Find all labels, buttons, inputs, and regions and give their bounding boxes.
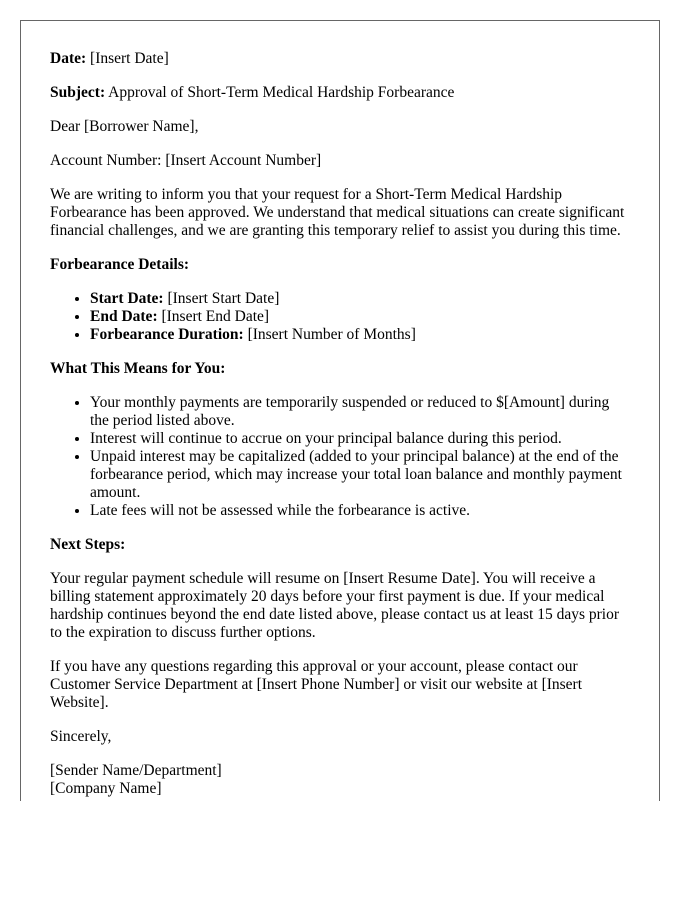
- details-item-value: [Insert Start Date]: [167, 290, 280, 307]
- details-item-start-date: [90, 290, 631, 308]
- questions-paragraph: If you have any questions regarding this approval or your account, please contact our Customer Service Department at [Insert Phone Number] or visit our website at [Insert Website].: [50, 658, 583, 711]
- details-item-value: [Insert Number of Months]: [247, 326, 416, 343]
- meaning-item: • Your monthly payments are temporarily suspended or reduced to $[Amount] during the period listed above.: [90, 394, 631, 430]
- subject-value: Approval of Short-Term Medical Hardship Forbearance: [108, 84, 455, 101]
- subject-label: Subject:: [50, 84, 106, 101]
- company-name: [Company Name]: [50, 780, 162, 797]
- intro-paragraph: We are writing to inform you that your request for a Short-Term Medical Hardship Forbearance has been approved. We understand that medical situations can create significant financial challenges, and we are granting this temporary relief to assist you during this time.: [50, 186, 625, 239]
- signature-block: [50, 762, 631, 798]
- details-item-duration: [90, 326, 631, 344]
- date-line: [50, 50, 631, 68]
- next-steps-paragraph: Your regular payment schedule will resume on [Insert Resume Date]. You will receive a billing statement approximately 20 days before your first payment is due. If your medical hardship continues beyond the end date listed above, please contact us at least 15 days prior to the expiration to discuss further options.: [50, 570, 620, 641]
- account-number-line: Account Number: [Insert Account Number]: [50, 152, 322, 169]
- details-list: [50, 290, 631, 344]
- meaning-item: • Interest will continue to accrue on your principal balance during this period.: [90, 430, 631, 448]
- meaning-heading: What This Means for You:: [50, 360, 226, 377]
- details-item-end-date: [90, 308, 631, 326]
- details-item-label: Start Date:: [90, 290, 164, 307]
- letter-content: [21, 21, 659, 798]
- meaning-item: • Late fees will not be assessed while the forbearance is active.: [90, 502, 631, 520]
- salutation: Dear [Borrower Name],: [50, 118, 199, 135]
- sender-name: [Sender Name/Department]: [50, 762, 222, 779]
- details-item-label: End Date:: [90, 308, 158, 325]
- letter-page: [20, 20, 660, 801]
- date-label: Date:: [50, 50, 87, 67]
- details-heading: Forbearance Details:: [50, 256, 190, 273]
- meaning-item: • Unpaid interest may be capitalized (added to your principal balance) at the end of the forbearance period, which may increase your total loan balance and monthly payment amount.: [90, 448, 631, 502]
- meaning-list: [50, 394, 631, 520]
- details-item-label: Forbearance Duration:: [90, 326, 244, 343]
- details-item-value: [Insert End Date]: [161, 308, 270, 325]
- next-steps-heading: Next Steps:: [50, 536, 126, 553]
- closing: Sincerely,: [50, 728, 112, 745]
- subject-line: [50, 84, 631, 102]
- date-value: [Insert Date]: [90, 50, 169, 67]
